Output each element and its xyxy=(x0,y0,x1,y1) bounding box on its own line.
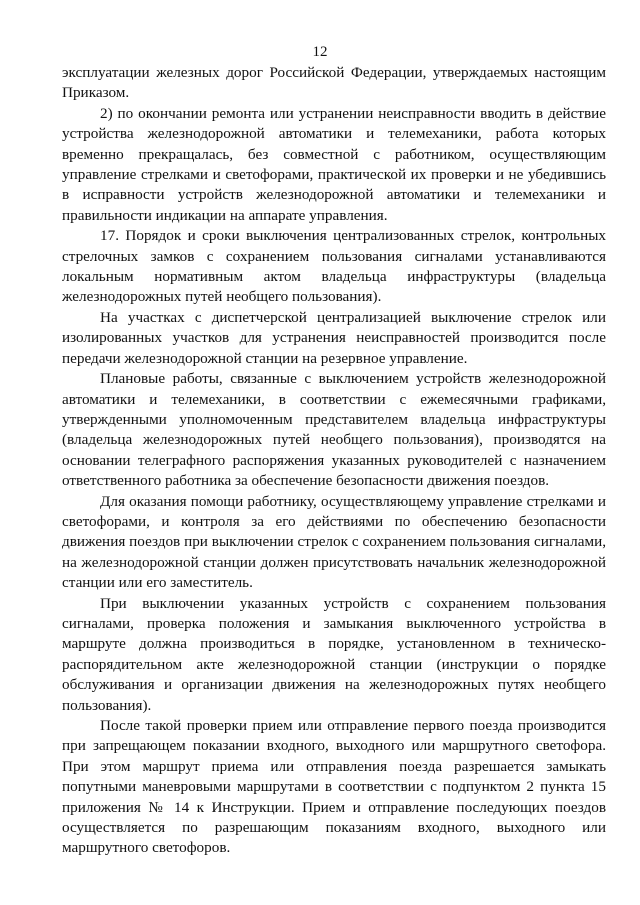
paragraph-planned-works: Плановые работы, связанные с выключением устройств железнодорожной автоматики и телемеханики, в соответствии с ежемесячными графиками, утвержденными уполномоченным представителем владельца инфраструктуры (владельца железнодорожных путей необщего пользования), производятся на основании телеграфного распоряжения указанных руководителей с назначением ответственного работника за обеспечение безопасности движения поездов. xyxy=(62,370,606,490)
paragraph-assistance: Для оказания помощи работнику, осуществляющему управление стрелками и светофорами, и контроля за его действиями по обеспечению безопасности движения поездов при выключении стрелок с сохранением пользования сигналами, на железнодорожной станции должен присутствовать начальник железнодорожной станции или его заместитель. xyxy=(62,492,606,592)
paragraph-continuation: эксплуатации железных дорог Российской Федерации, утверждаемых настоящим Приказом. xyxy=(62,64,606,102)
paragraph-verification: При выключении указанных устройств с сохранением пользования сигналами, проверка положения и замыкания выключенного устройства в маршруте должна производиться в порядке, установленном в техническо-распорядительном акте железнодорожной станции (инструкции о порядке обслуживания и организации движения на железнодорожных путях необщего пользования). xyxy=(62,594,606,714)
page-number: 12 xyxy=(312,44,328,60)
paragraph-dispatcher-centralization: На участках с диспетчерской централизацией выключение стрелок или изолированных участков для устранения неисправностей производится после передачи железнодорожной станции на резервное управление. xyxy=(62,308,606,367)
document-body xyxy=(62,63,606,859)
paragraph-section-17: 17. Порядок и сроки выключения централизованных стрелок, контрольных стрелочных замков с сохранением пользования сигналами устанавливаются локальным нормативным актом владельца инфраструктуры (владельца железнодорожных путей необщего пользования). xyxy=(62,227,606,306)
paragraph-train-reception: После такой проверки прием или отправление первого поезда производится при запрещающем показании входного, выходного или маршрутного светофора. При этом маршрут приема или отправления поезда разрешается замыкать попутными маневровыми маршрутами в соответствии с подпунктом 2 пункта 15 приложения № 14 к Инструкции. Прием и отправление последующих поездов осуществляется по разрешающим показаниям входного, выходного или маршрутного светофоров. xyxy=(62,717,606,857)
paragraph-item-2: 2) по окончании ремонта или устранении неисправности вводить в действие устройства железнодорожной автоматики и телемеханики, работа которых временно прекращалась, без совместной с работником, осуществляющим управление стрелками и светофорами, практической их проверки и не убедившись в исправности устройств железнодорожной автоматики и телемеханики и правильности индикации на аппарате управления. xyxy=(62,104,606,224)
